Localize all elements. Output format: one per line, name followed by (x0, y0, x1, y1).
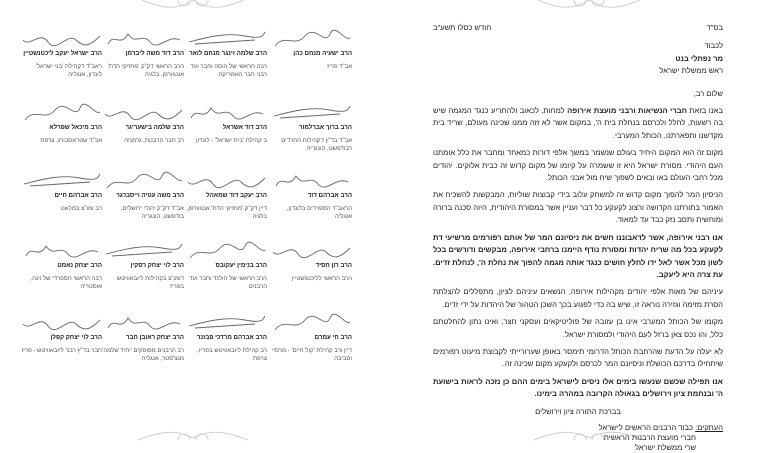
blessing: בברכת התורה ציון וירושלים (535, 406, 621, 416)
handwritten-signature (270, 28, 352, 50)
signatory-name: הרב דוד אשראל (222, 124, 267, 131)
signatory-title: רבה הראשי הספרדי של וינה, אוסטריה (30, 276, 102, 290)
top-flourish-ornament (529, 0, 649, 10)
handwritten-signature (185, 28, 267, 50)
handwritten-signature (270, 170, 352, 192)
signatory-name: הרב משה עטיה וייסברגר (116, 192, 184, 199)
handwritten-signature (185, 312, 267, 334)
handwritten-signature (102, 28, 184, 50)
signatory-title: הרב הראשי של הולנד וחבר ועד הרבנים (189, 276, 267, 290)
recipient-name: מר נפתלי בנט (675, 53, 723, 63)
p1-text: באנו בזאת (686, 106, 723, 116)
signatory-title: רב הרבנים מפוסקים 'יחיד שלמה' מנצ'סטר, אנגליה (102, 348, 184, 362)
paragraph-3: הניסיון המר להפוך מקום קדוש זה למשחק עלוב בידי קבוצות שוליות, המבקשות להשכיח את האמור בתורתנו הקדושה ורצונ לקעקע כל דבר ועניין אשר במסורת היהודית, היוה סכנה ברורה ומוחשית ותסב נזק כבד עד למאוד. (433, 190, 723, 225)
signatory-block (102, 312, 184, 363)
signatory-title: רב ומו"צ במלאנו (60, 206, 102, 212)
handwritten-signature (20, 102, 102, 124)
copy-recipient: כבוד הרבנים הראשים לישראל (598, 422, 693, 432)
paragraph-6: מקומו של הכותל המערבי אינו בן עזובה של פוליטיקאים ועסקני חצר, ואינו נתון להחלטתם כלל, והו נכס צאן ברזל לעם היהודי ולמסורת ישראל. (433, 317, 723, 339)
signatory-block (20, 28, 102, 79)
copies-block (433, 423, 723, 453)
signatory-block (102, 240, 184, 291)
signatory-title: דיין ורב קהילת 'קול חיים' - מרסיי וסביבה (271, 348, 352, 362)
paragraph-7: לא יעלה על הדעת שהרחבת הכותל הדרומי תימסר באופן שערורייתי לקבוצת מיעוט רפורמים שיתחילו בדרכם הכושלת וניסיונם המר לכרסם ולקעקע מקום שכינה זה. (433, 346, 723, 369)
p1-bold-text: חברי הנשיאות ורבני מועצת אירופה (567, 106, 687, 116)
signatory-name: הרב יצחק נאמט (57, 262, 102, 269)
signatory-name: הרב אברהם מרדכי פבזנר (196, 334, 267, 341)
signatory-name: הרב רון חסיד (315, 262, 352, 269)
copy-recipient: שרי ממשלת ישראל (634, 442, 696, 452)
signatory-block (270, 170, 352, 221)
letter-date: חודש כסלו תשע"ב (433, 23, 492, 32)
signatory-block (270, 28, 352, 71)
signatory-block (20, 170, 102, 213)
signatory-block (20, 240, 102, 291)
signatory-title: הראב"ד הספרדים בלונדון, אנגליה (286, 206, 352, 220)
signatory-title: דיין דק"ק 'מחזיקי הדת' אנטוורפן, בלגיה (186, 206, 267, 220)
signatory-name: הרב אברהם דוד (307, 192, 352, 199)
signatory-block (102, 170, 184, 221)
signatory-name: הרב יעקב דוד שמאהל (206, 192, 267, 199)
top-flourish-ornament (133, 0, 253, 10)
handwritten-signature (270, 102, 352, 124)
p1-text-end: למחות, לכאוב ולהתריע כנגד המגמה שיש בה רשעות, לחלל ולכרסם בנחלת בית ה', במקום אשר לא זזה ממנו שכינה מעולם, שריד בית מקדשנו ותפארתנו, הכותל המערבי. (433, 106, 723, 140)
signatory-block (185, 102, 267, 145)
signatory-title: דומו"צ בקהילות ליובאוויטש בפריז (116, 276, 184, 290)
signatory-title: ראב"ד דקהילת 'בני ישראל' לונדון, אנגליה (35, 64, 102, 78)
signatory-block (270, 312, 352, 363)
paragraph-1 (433, 105, 723, 142)
signatory-title: רבה הראשי של הוסה וחבר ועד רבני חבר האמריקה (190, 64, 267, 78)
handwritten-signature (20, 312, 102, 334)
signatory-block (185, 170, 267, 221)
signatory-name: הרב ברוך אברלמור (298, 124, 352, 131)
signatory-title: אב"ד פריז (327, 64, 352, 70)
signatory-name: הרב לוי יצחק רסקין (130, 262, 184, 269)
signatory-name: הרב מיכאל שפרלא (49, 124, 102, 131)
paragraph-4: אנו רבני אירופה, אשר לדאבוננו חשים את ניסיונם המר של אותם רפורמים מרשיעי דת לקעקע בכל מה שריח יהדות ומסורת נודף היימנו ברחבי אירופה, מבקשים ודורשים בכל לשון מכל אשר לאל ידו לחלץ חושים כנגד אותה מגמה להפוך את נחלת ה', לנחלת זדים. עת צרה היא ליעקב. (433, 232, 723, 279)
handwritten-signature (185, 240, 267, 262)
signatory-name: הרב ישעיה מנחם כהן (293, 50, 352, 57)
signatory-title: ב קהילת 'בית ישראל' - לונדון (196, 138, 267, 144)
letter-body (433, 22, 723, 453)
handwritten-signature (185, 102, 267, 124)
copy-recipient: חברי מועצת הרבנות הראשית (603, 432, 696, 442)
handwritten-signature (102, 102, 184, 124)
handwritten-signature (102, 312, 184, 334)
signatory-name: הרב אברהם חיים (54, 192, 102, 199)
handwritten-signature (20, 170, 102, 192)
recipient-title: ראש ממשלת ישראל (659, 66, 723, 76)
signatory-title: אב"ד שטראסבורג, צרפת (40, 138, 102, 144)
paragraph-2: מקום זה הוא המקום היחיד בעולם שנשמר במשך אלפי דורות כמאחד ומחבר את כלל אומתנו העם היהודי. מסורת ישראל היא זו ששמרה על קיומו של מקום קדוש זה כבית אלוקים. יהודים מכל רחבי העולם באו ובאים לשפוך שיח מול אבני הכותל. (433, 148, 723, 183)
handwritten-signature (20, 28, 102, 50)
addressee-block (433, 40, 723, 77)
signatory-block (20, 102, 102, 145)
signatory-title: הרב הראשי דק"ק 'מחזיקי הדת' אנטוורפן, בלגיה (107, 64, 184, 78)
signatory-name: הרב חי עמרם (314, 334, 352, 341)
signatory-title: חבר בד"ץ רבני ליובאוויטש - פריז (21, 348, 102, 354)
signatory-title: הרב הראשי לליכטנשטיין (291, 276, 352, 282)
signatory-block (102, 28, 184, 79)
bsd-header: בס"ד (706, 23, 723, 32)
signatory-name: הרב בנימין יעקובס (215, 262, 267, 269)
copies-label: העתקים: (695, 422, 723, 432)
letter-page (396, 0, 781, 452)
handwritten-signature (102, 170, 184, 192)
signatory-block (270, 102, 352, 153)
handwritten-signature (102, 240, 184, 262)
bottom-flourish-ornament (133, 430, 253, 442)
signatory-block (185, 240, 267, 291)
handwritten-signature (270, 240, 352, 262)
signatory-name: הרב דוד משה ליברמן (125, 50, 184, 57)
signatory-name: הרב ישראל יעקב ליכטנשטיין (23, 50, 102, 57)
handwritten-signature (270, 312, 352, 334)
signatory-block (185, 312, 267, 363)
signatures-page (0, 0, 385, 439)
signatory-title: רב קהילת ליובאוויטש בפריז, צרפת (197, 348, 267, 362)
signatory-name: הרב שלמה זינגר מנחם לואר (189, 50, 267, 57)
to-label: לכבוד (704, 41, 723, 51)
signatory-name: הרב שלמה בישעריגר (125, 124, 184, 131)
signatory-block (185, 28, 267, 79)
greeting: שלום רב, (693, 88, 723, 98)
signatory-block (20, 312, 102, 355)
handwritten-signature (185, 170, 267, 192)
signatory-block (270, 240, 352, 283)
handwritten-signature (20, 240, 102, 262)
signatory-title: אב"ד בד"ץ דקהילות החרדים רבודפשט, הונגריה (281, 138, 352, 152)
signatory-block (102, 102, 184, 145)
signatory-name: הרב לוי יצחק קפלן (50, 334, 102, 341)
paragraph-8: אנו תפילה שכשם שנעשו בימים אלו ניסים לישראל בימים ההם כן נזכה לראות בישועת ה' ובנחמת ציון וירושלים בגאולה הקרובה במהרה בימינו. (433, 376, 723, 399)
signatory-title: אב"ד דק"ק יהודי ירושלים, בודפשט, הונגריה (120, 206, 184, 220)
signatory-name: הרב יצחק ראובן חבר (125, 334, 184, 341)
paragraph-5: עיניהם של מאות אלפי יהודים מקהילות אירופה, הנשאים עיניהם לציון, מתפללים להצלתת הסרת מזימה וגזירה נוראה זו, שיש בה כדי לפגוע בכך השכן הטהור של היהדות על ידי זדים. (433, 287, 723, 309)
signatory-title: רב חבר הרבנות, גרמניה (124, 138, 184, 144)
